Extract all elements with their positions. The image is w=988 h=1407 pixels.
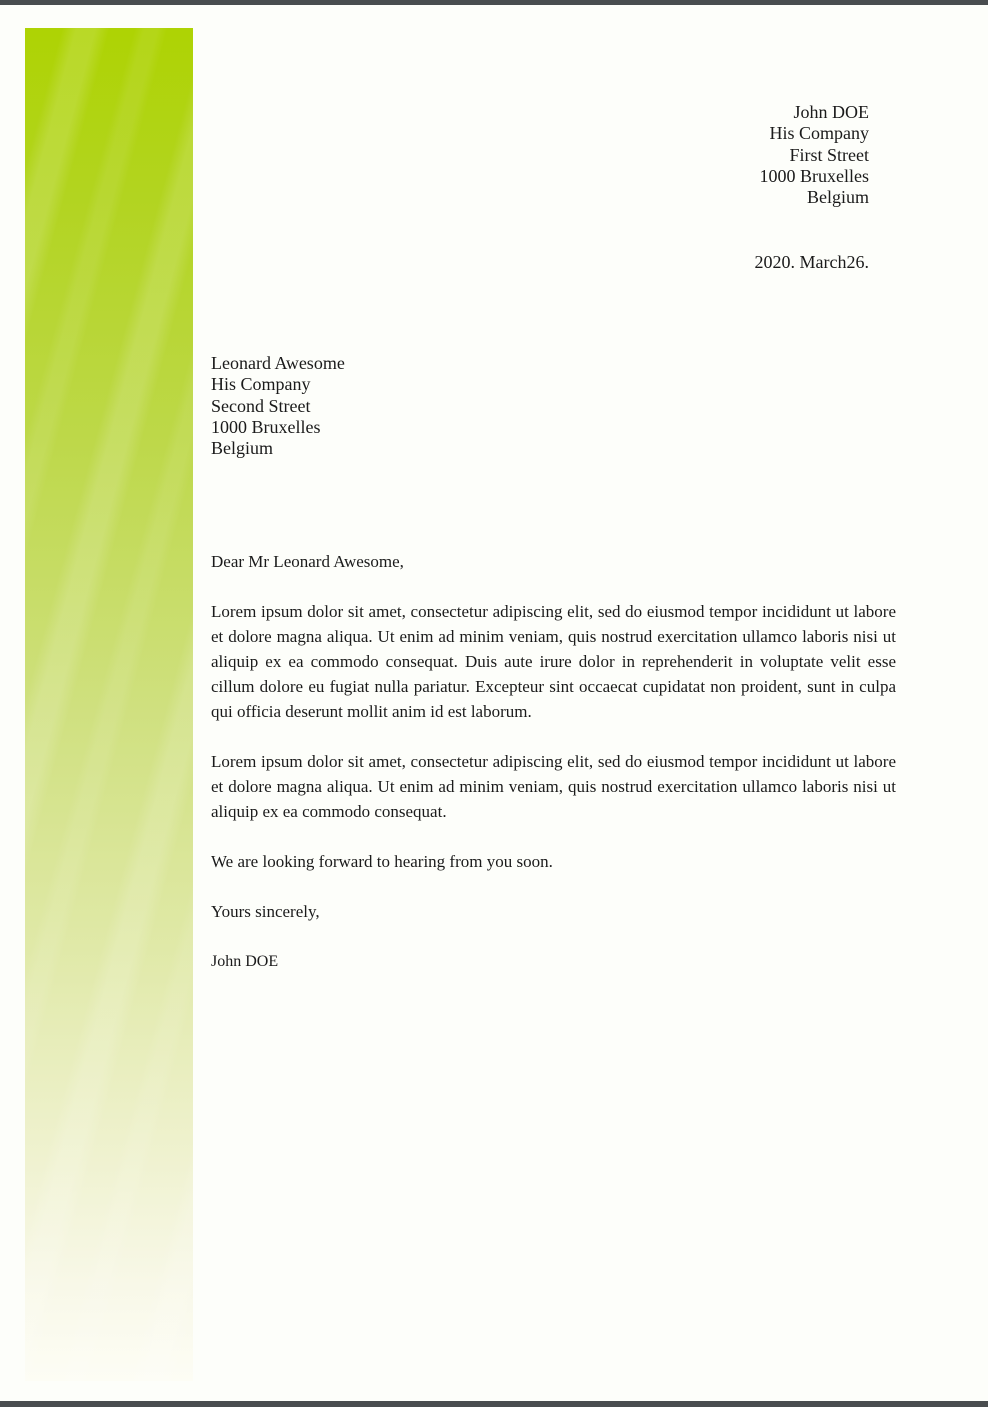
sender-address-block: [760, 102, 870, 208]
recipient-street: Second Street: [211, 395, 311, 416]
salutation: Dear Mr Leonard Awesome,: [211, 552, 404, 571]
green-gradient-sidebar: [25, 28, 193, 1381]
sender-name: John DOE: [793, 102, 869, 122]
letter-body: [211, 549, 896, 974]
recipient-name: Leonard Awesome: [211, 353, 345, 373]
signature-name: John DOE: [211, 953, 279, 970]
recipient-city: 1000 Bruxelles: [211, 416, 321, 437]
closing-line: We are looking forward to hearing from you soon.: [211, 852, 553, 871]
page-bottom-border: [0, 1401, 988, 1407]
valediction: Yours sincerely,: [211, 902, 320, 921]
sender-country: Belgium: [807, 187, 869, 208]
sender-street: First Street: [789, 144, 869, 165]
sender-company: His Company: [769, 123, 869, 144]
letter-date: 2020. March26.: [754, 252, 869, 272]
recipient-company: His Company: [211, 374, 311, 395]
sender-city: 1000 Bruxelles: [759, 165, 869, 186]
recipient-address-block: [211, 353, 345, 459]
recipient-country: Belgium: [211, 438, 273, 459]
page-top-border: [0, 0, 988, 5]
body-paragraph-2: Lorem ipsum dolor sit amet, consectetur adipiscing elit, sed do eiusmod tempor incididunt ut labore et dolore magna aliqua. Ut enim ad minim veniam, quis nostrud exercitation ullamco laboris nisi ut aliquip ex ea commodo consequat.: [211, 752, 896, 821]
body-paragraph-1: Lorem ipsum dolor sit amet, consectetur adipiscing elit, sed do eiusmod tempor incididunt ut labore et dolore magna aliqua. Ut enim ad minim veniam, quis nostrud exercitation ullamco laboris nisi ut aliquip ex ea commodo consequat. Duis aute irure dolor in reprehenderit in voluptate velit esse cillum dolore eu fugiat nulla pariatur. Excepteur sint occaecat cupidatat non proident, sunt in culpa qui officia deserunt mollit anim id est laborum.: [211, 602, 896, 721]
